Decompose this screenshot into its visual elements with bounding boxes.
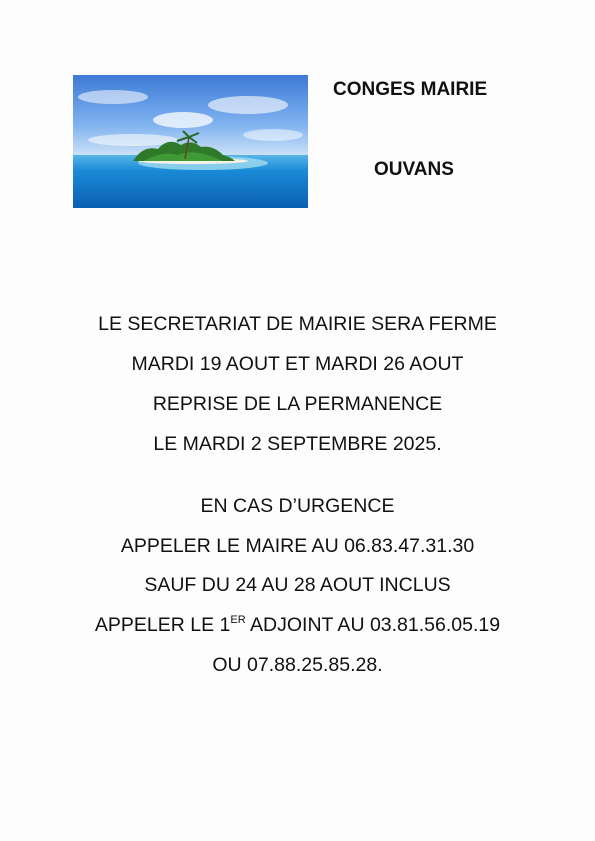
alternate-phone-line: OU 07.88.25.85.28. [212, 654, 383, 676]
notice-line: MARDI 19 AOUT ET MARDI 26 AOUT [131, 353, 464, 375]
notice-line: REPRISE DE LA PERMANENCE [152, 393, 443, 415]
notice-line: LE MARDI 2 SEPTEMBRE 2025. [153, 433, 442, 455]
title-line-2: OUVANS [374, 159, 454, 180]
ordinal-superscript: ER [230, 614, 246, 626]
exception-dates-line: SAUF DU 24 AU 28 AOUT INCLUS [144, 574, 451, 596]
deputy-phone-line [0, 614, 595, 637]
emergency-heading: EN CAS D’URGENCE [200, 495, 395, 517]
island-photo [73, 75, 308, 208]
title-line-1: CONGES MAIRIE [333, 79, 488, 100]
mayor-phone-line: APPELER LE MAIRE AU 06.83.47.31.30 [120, 535, 475, 557]
notice-line: LE SECRETARIAT DE MAIRIE SERA FERME [98, 313, 497, 335]
tropical-island-icon [73, 75, 308, 208]
deputy-line-prefix: APPELER LE 1 [94, 614, 231, 636]
deputy-line-suffix: ADJOINT AU 03.81.56.05.19 [245, 614, 501, 636]
